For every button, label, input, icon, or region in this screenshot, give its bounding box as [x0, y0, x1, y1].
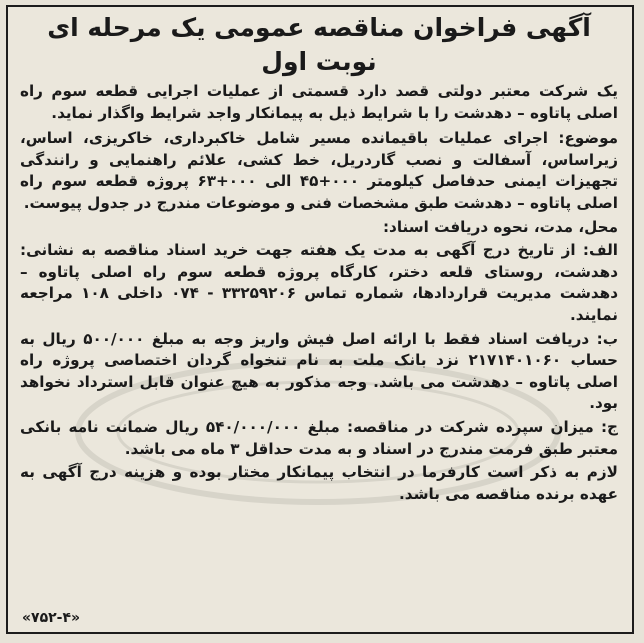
notice-closing: لازم به ذکر است کارفرما در انتخاب پیمانکار مختار بوده و هزینه درج آگهی به عهده برنده مناقصه می باشد. — [20, 463, 618, 503]
reference-number: «۷۵۲-۴» — [22, 610, 81, 626]
item-alef: الف: از تاریخ درج آگهی به مدت یک هفته جهت خرید اسناد مناقصه به نشانی: دهدشت، روستای قلعه دختر، کارگاه پروژه قطعه سوم راه اصلی پاتاوه – دهدشت مدیریت قراردادها، شماره تماس ۳۳۲۵۹۲۰۶ - ۰۷۴ داخلی ۱۰۸ مراجعه نمایند. — [20, 241, 618, 324]
notice-title: آگهی فراخوان مناقصه عمومی یک مرحله ای نوبت اول — [47, 13, 591, 76]
location-heading: محل، مدت، نحوه دریافت اسناد: — [382, 217, 618, 236]
item-jim: ج: میزان سپرده شرکت در مناقصه: مبلغ ۵۴۰/۰۰۰/۰۰۰ ریال ضمانت نامه بانکی معتبر طبق فرمت مندرج در اسناد و به مدت حداقل ۳ ماه می باشد. — [20, 417, 618, 458]
notice-intro: یک شرکت معتبر دولتی قصد دارد قسمتی از عملیات اجرایی قطعه سوم راه اصلی پاتاوه – دهدشت را با شرایط ذیل به پیمانکار واجد شرایط واگذار نماید. — [20, 82, 618, 122]
tender-notice — [6, 5, 634, 634]
notice-subject: موضوع: اجرای عملیات باقیمانده مسیر شامل خاکبرداری، خاکریزی، اساس، زیراساس، آسفالت و نصب گاردریل، خط کشی، علائم راهنمایی و رانندگی تجهیزات ایمنی حدفاصل کیلومتر ۰۰۰+۴۵ الی ۰۰۰+۶۳ پروژه قطعه سوم راه اصلی پاتاوه – دهدشت طبق مشخصات فنی و موضوعات مندرج در جدول پیوست. — [20, 129, 618, 212]
item-be: ب: دریافت اسناد فقط با ارائه اصل فیش واریز وجه به مبلغ ۵۰۰/۰۰۰ ریال به حساب ۲۱۷۱۴۰۱۰۶۰ نزد بانک ملت به نام تنخواه گردان اختصاصی پروژه راه اصلی پاتاوه – دهدشت می باشد. وجه مذکور به هیچ عنوان قابل استرداد نخواهد بود. — [20, 329, 619, 413]
